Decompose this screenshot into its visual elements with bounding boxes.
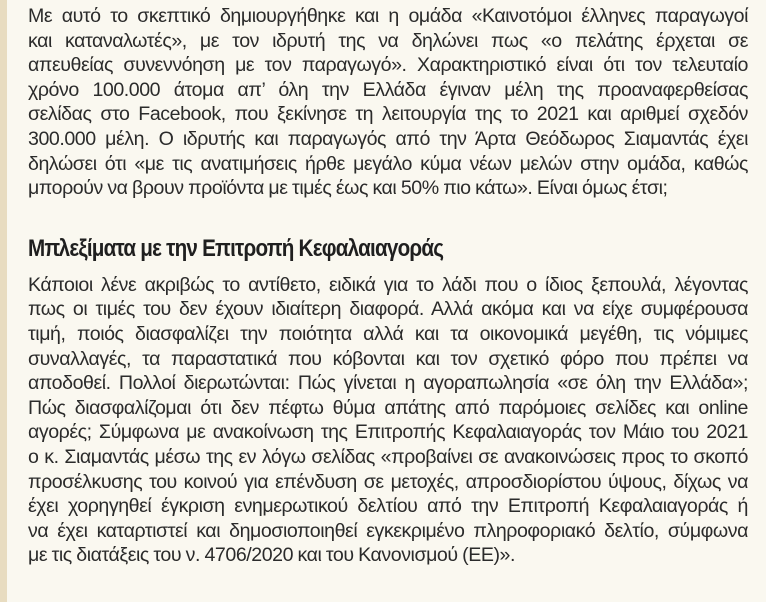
section-heading: Μπλεξίματα με την Επιτροπή Κεφαλαιαγοράς bbox=[28, 234, 444, 262]
text-line: και καταναλωτές», με τον ιδρυτή της να δηλώνει πως «ο πελάτης έρχεται σε bbox=[28, 29, 748, 52]
text-line: δηλώσει ότι «με τις ανατιμήσεις ήρθε μεγάλο κύμα νέων μελών στην ομάδα, καθώς bbox=[28, 152, 748, 175]
text-line: 300.000 μέλη. Ο ιδρυτής και παραγωγός από την Άρτα Θεόδωρος Σιαμαντάς έχει bbox=[28, 127, 748, 150]
text-line: να έχει καταρτιστεί και δημοσιοποιηθεί εγκεκριμένο πληροφοριακό δελτίο, σύμφωνα bbox=[28, 519, 748, 542]
text-line: μπορούν να βρουν προϊόντα με τιμές έως και 50% πιο κάτω». Είναι όμως έτσι; bbox=[28, 177, 668, 200]
text-line: αποδοθεί. Πολλοί διερωτώνται: Πώς γίνεται η αγοραπωλησία «σε όλη την Ελλάδα»; bbox=[28, 372, 748, 395]
text-line: συναλλαγές, τα παραστατικά που κόβονται και τον σχετικό φόρο που πρέπει να bbox=[28, 347, 748, 370]
article-body bbox=[28, 4, 748, 568]
text-line: Κάποιοι λένε ακριβώς το αντίθετο, ειδικά για το λάδι που ο ίδιος ξεπουλά, λέγοντας bbox=[28, 273, 748, 296]
text-line: σελίδας στο Facebook, που ξεκίνησε τη λειτουργία της το 2021 και αριθμεί σχεδόν bbox=[28, 103, 748, 126]
text-line: έχει χορηγηθεί έγκριση ενημερωτικού δελτίου από την Επιτροπή Κεφαλαιαγοράς ή bbox=[28, 495, 748, 518]
text-line: με τις διατάξεις του ν. 4706/2020 και του Κανονισμού (ΕΕ)». bbox=[28, 544, 515, 567]
paragraph-intro bbox=[28, 4, 748, 201]
paragraph-capital-market bbox=[28, 273, 748, 568]
text-line: απευθείας συνεννόηση με τον παραγωγό». Χαρακτηριστικό είναι ότι τον τελευταίο bbox=[28, 54, 748, 77]
text-line: Πώς διασφαλίζομαι ότι δεν πέφτω θύμα απάτης από παρόμοιες σελίδες και online bbox=[28, 396, 748, 419]
text-line: προσέλκυσης του κοινού για επένδυση σε μετοχές, απροσδιορίστου ύψους, δίχως να bbox=[28, 470, 748, 493]
left-margin-rule bbox=[0, 0, 7, 602]
text-line: αγορές; Σύμφωνα με ανακοίνωση της Επιτροπής Κεφαλαιαγοράς τον Μάιο του 2021 bbox=[28, 421, 748, 444]
text-line: τιμή, ποιός διασφαλίζει την ποιότητα αλλά και τα οικονομικά μεγέθη, τις νόμιμες bbox=[28, 322, 748, 345]
text-line: χρόνο 100.000 άτομα απ’ όλη την Ελλάδα έγιναν μέλη της προαναφερθείσας bbox=[28, 78, 748, 101]
text-line: ο κ. Σιαμαντάς μέσω της εν λόγω σελίδας «προβαίνει σε ανακοινώσεις προς το σκοπό bbox=[28, 445, 748, 468]
text-line: Με αυτό το σκεπτικό δημιουργήθηκε και η ομάδα «Καινοτόμοι έλληνες παραγωγοί bbox=[28, 5, 748, 27]
text-line: πως οι τιμές του δεν έχουν ιδιαίτερη διαφορά. Αλλά ακόμα και να είχε συμφέρουσα bbox=[28, 298, 748, 321]
